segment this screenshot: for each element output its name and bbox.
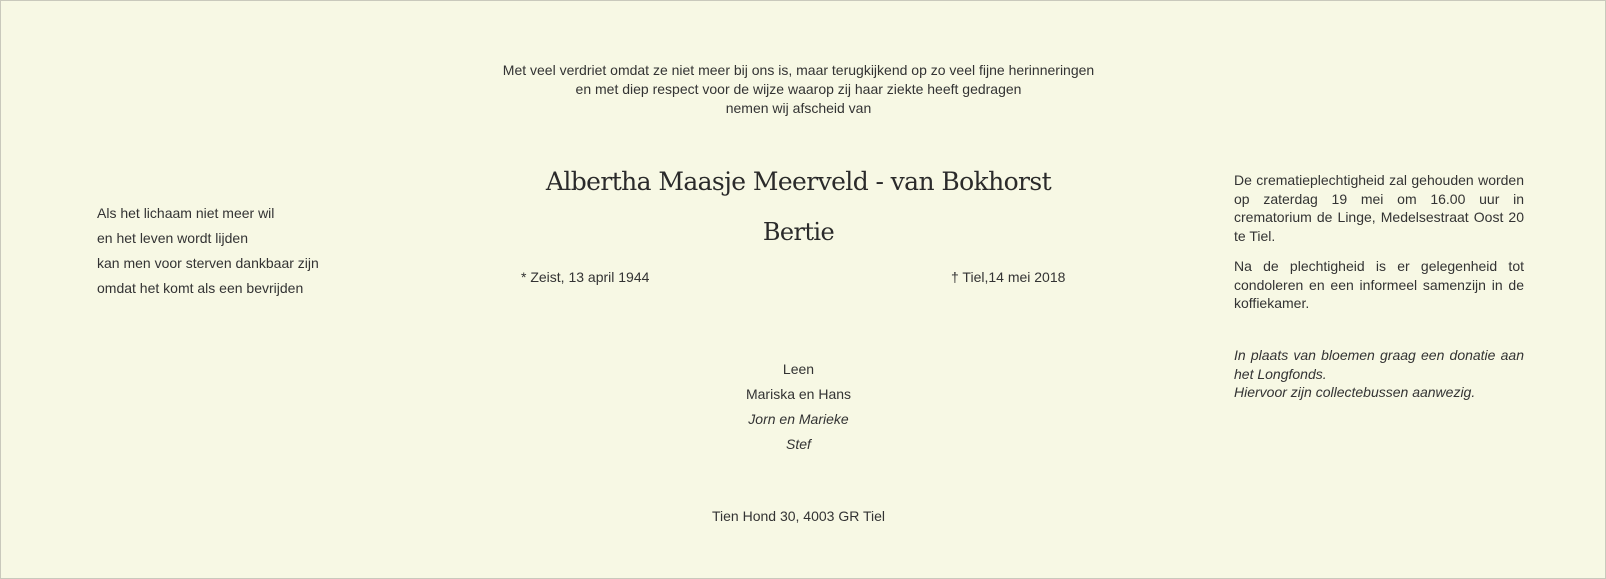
condolence-info: Na de plechtigheid is er gelegenheid tot condoleren en een informeel samenzijn in de koffiekamer.	[1234, 258, 1524, 311]
donation-line: Hiervoor zijn collectebussen aanwezig.	[1234, 384, 1476, 400]
death-date: † Tiel,14 mei 2018	[951, 269, 1066, 285]
family-member: Jorn en Marieke	[748, 411, 849, 427]
donation-info	[1234, 346, 1524, 402]
intro-line: Met veel verdriet omdat ze niet meer bij ons is, maar terugkijkend op zo veel fijne herinneringen	[502, 62, 1095, 78]
family-member: Mariska en Hans	[745, 386, 852, 402]
family-member: Leen	[782, 361, 815, 377]
deceased-full-name: Albertha Maasje Meerveld - van Bokhorst	[545, 167, 1052, 196]
intro-text	[401, 61, 1196, 118]
donation-line: In plaats van bloemen graag een donatie aan het Longfonds.	[1234, 347, 1524, 382]
family-list	[641, 357, 956, 457]
family-member: Stef	[786, 436, 811, 452]
poem-line: Als het lichaam niet meer wil	[97, 205, 275, 221]
address: Tien Hond 30, 4003 GR Tiel	[711, 508, 886, 524]
intro-line: nemen wij afscheid van	[725, 100, 872, 116]
poem-line: en het leven wordt lijden	[97, 230, 248, 246]
poem-line: omdat het komt als een bevrijden	[97, 280, 304, 296]
birth-date: * Zeist, 13 april 1944	[521, 269, 650, 285]
poem-line: kan men voor sterven dankbaar zijn	[97, 255, 319, 271]
poem	[97, 201, 319, 301]
intro-line: en met diep respect voor de wijze waarop zij haar ziekte heeft gedragen	[575, 81, 1022, 97]
ceremony-info: De crematieplechtigheid zal gehouden worden op zaterdag 19 mei om 16.00 uur in crematorium de Linge, Medelsestraat Oost 20 te Tiel.	[1234, 172, 1524, 244]
deceased-nickname: Bertie	[762, 218, 835, 246]
